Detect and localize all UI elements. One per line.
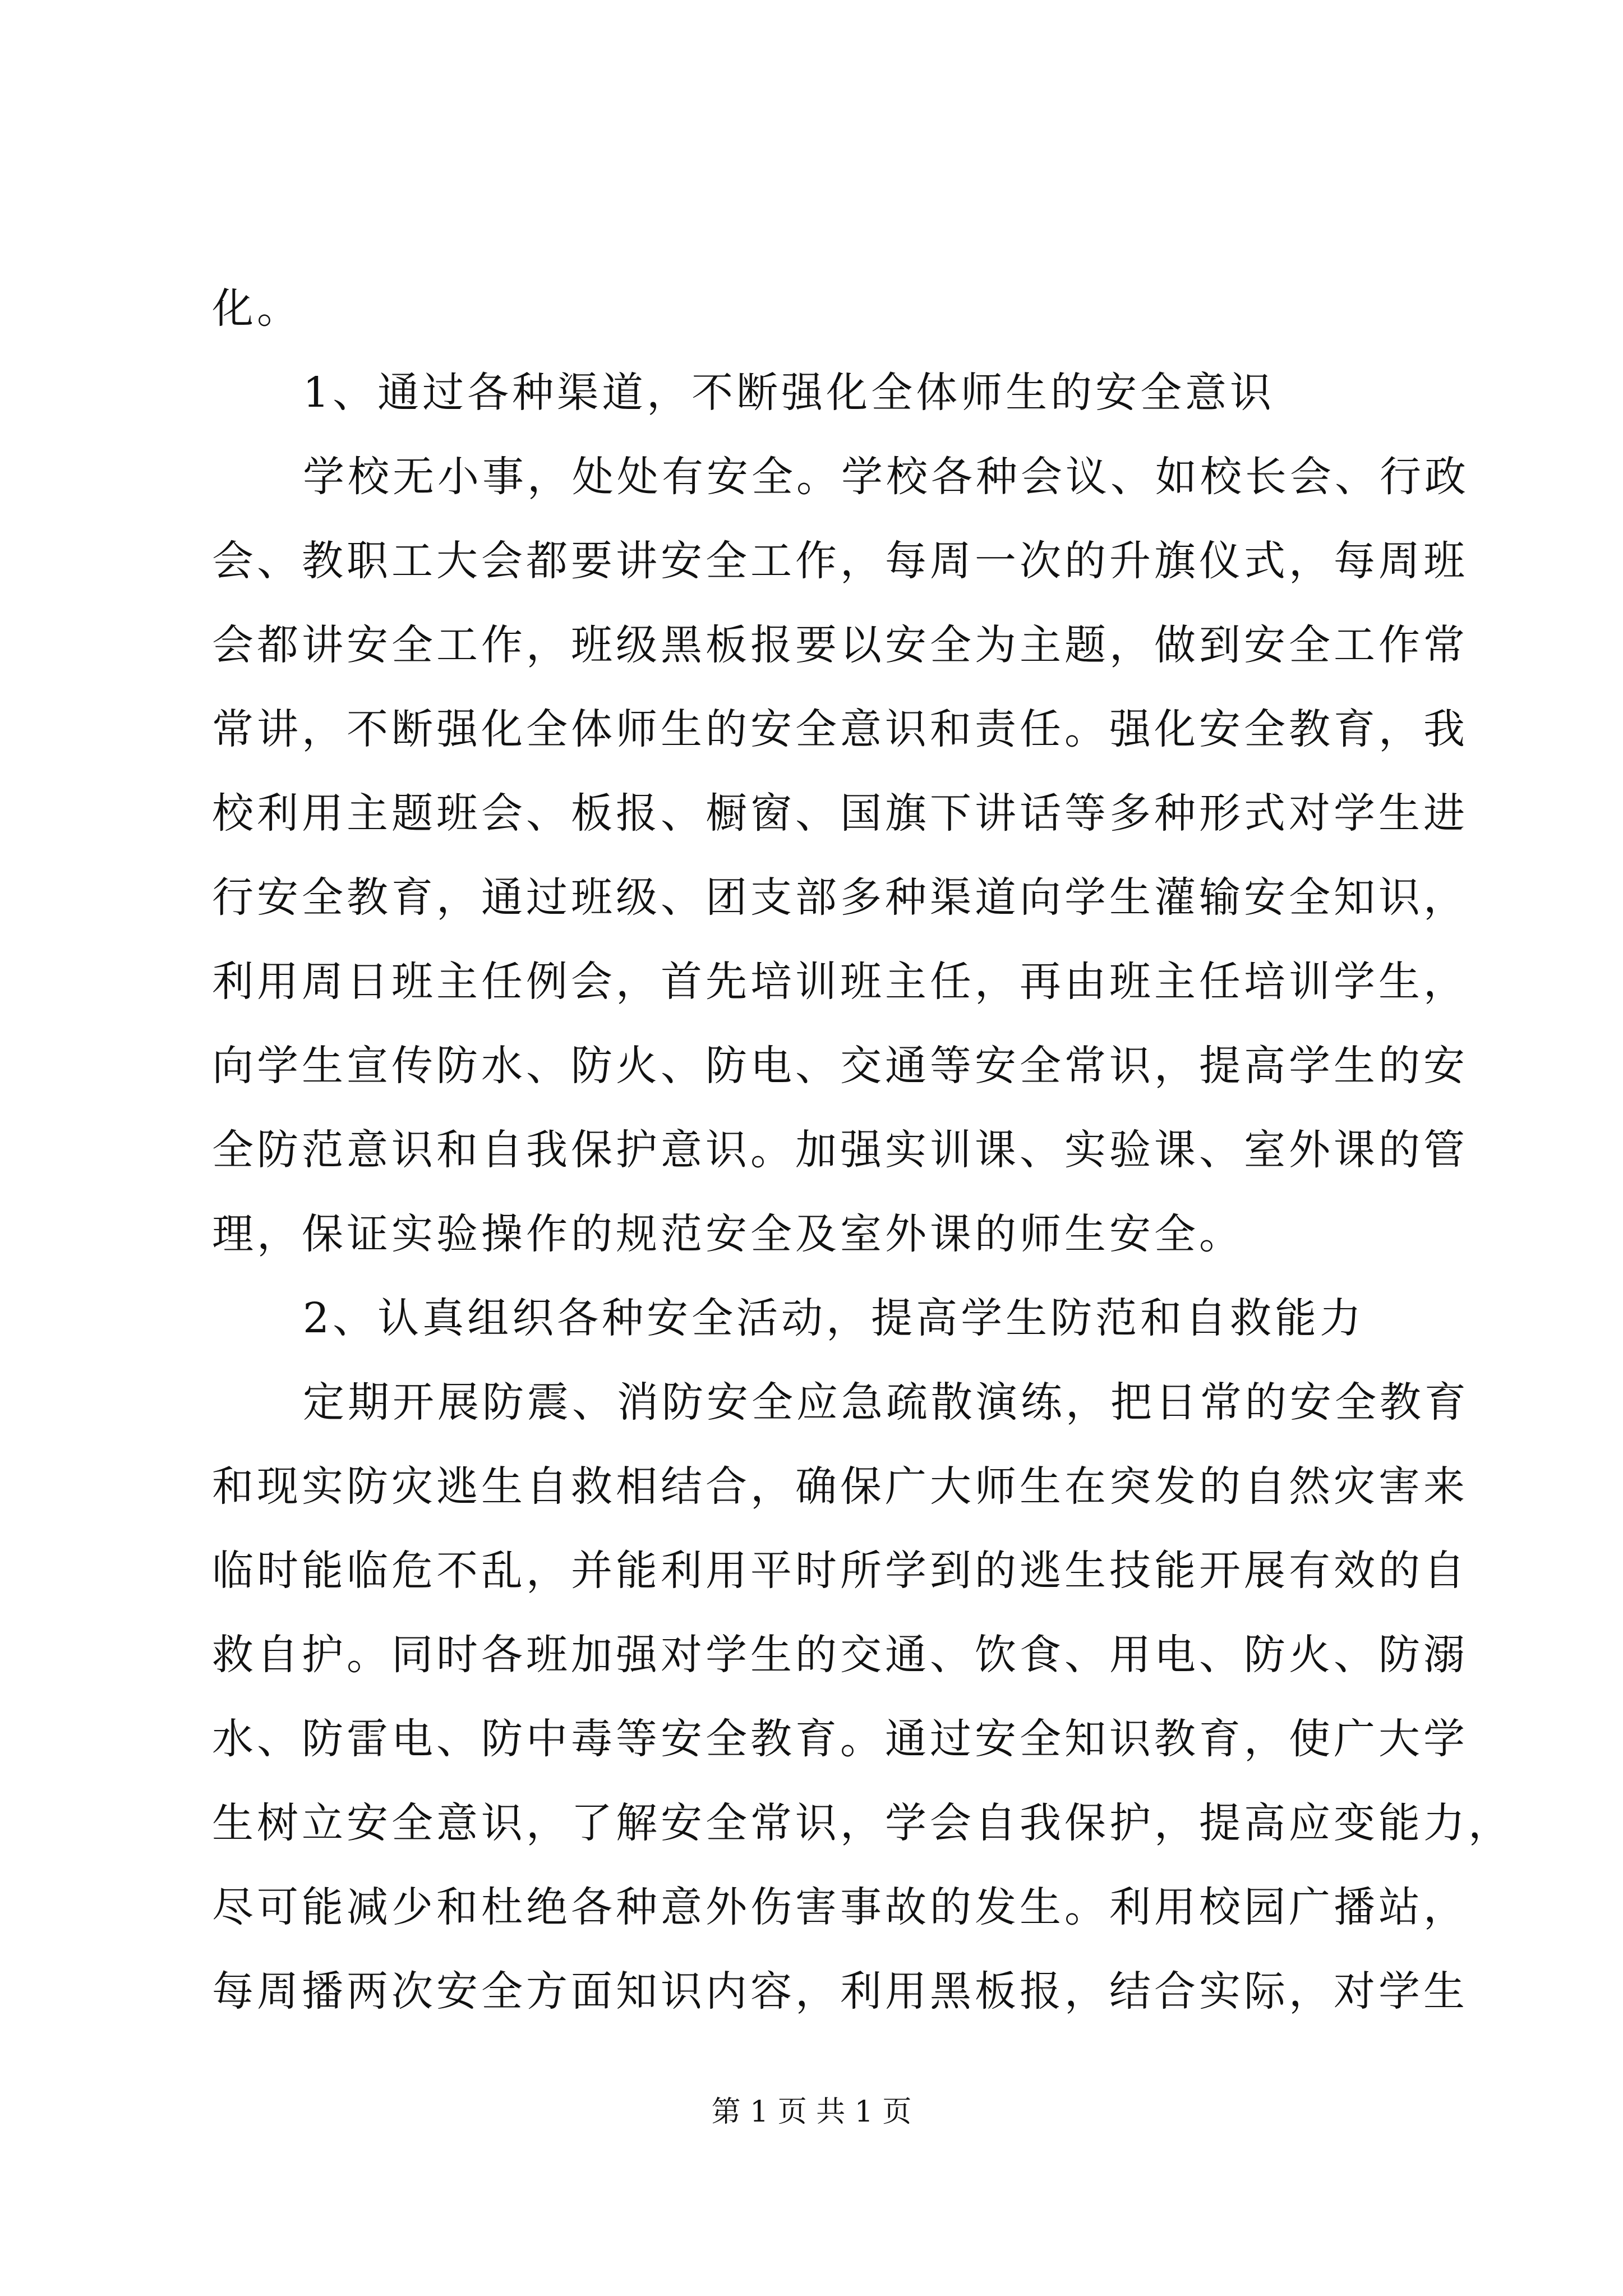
body-line: 水、防雷电、防中毒等安全教育。通过安全知识教育，使广大学 <box>212 1715 1468 1763</box>
section-heading: 1、通过各种渠道，不断强化全体师生的安全意识 <box>303 369 1275 417</box>
body-line: 生树立安全意识，了解安全常识，学会自我保护，提高应变能力， <box>212 1799 1513 1847</box>
body-line: 会都讲安全工作，班级黑板报要以安全为主题，做到安全工作常 <box>212 621 1468 669</box>
paragraph-first-line: 学校无小事，处处有安全。学校各种会议、如校长会、行政 <box>303 453 1469 501</box>
body-line: 会、教职工大会都要讲安全工作，每周一次的升旗仪式，每周班 <box>212 537 1468 585</box>
body-line: 全防范意识和自我保护意识。加强实训课、实验课、室外课的管 <box>212 1126 1468 1174</box>
body-line: 化。 <box>212 284 302 333</box>
paragraph-first-line: 定期开展防震、消防安全应急疏散演练，把日常的安全教育 <box>303 1378 1469 1427</box>
section-heading: 2、认真组织各种安全活动，提高学生防范和自救能力 <box>303 1294 1365 1342</box>
body-line: 救自护。同时各班加强对学生的交通、饮食、用电、防火、防溺 <box>212 1631 1468 1679</box>
page-number-footer: 第 1 页 共 1 页 <box>711 2095 912 2129</box>
body-line: 行安全教育，通过班级、团支部多种渠道向学生灌输安全知识， <box>212 873 1468 922</box>
body-line: 和现实防灾逃生自救相结合，确保广大师生在突发的自然灾害来 <box>212 1462 1468 1511</box>
body-line: 向学生宣传防水、防火、防电、交通等安全常识，提高学生的安 <box>212 1042 1468 1090</box>
body-line: 校利用主题班会、板报、橱窗、国旗下讲话等多种形式对学生进 <box>212 789 1468 838</box>
body-line: 每周播两次安全方面知识内容，利用黑板报，结合实际，对学生 <box>212 1967 1468 2016</box>
body-line: 常讲，不断强化全体师生的安全意识和责任。强化安全教育，我 <box>212 705 1468 753</box>
body-line: 理，保证实验操作的规范安全及室外课的师生安全。 <box>212 1210 1244 1258</box>
body-line: 临时能临危不乱，并能利用平时所学到的逃生技能开展有效的自 <box>212 1547 1468 1595</box>
body-line: 利用周日班主任例会，首先培训班主任，再由班主任培训学生， <box>212 958 1468 1006</box>
body-line: 尽可能减少和杜绝各种意外伤害事故的发生。利用校园广播站， <box>212 1883 1468 1931</box>
